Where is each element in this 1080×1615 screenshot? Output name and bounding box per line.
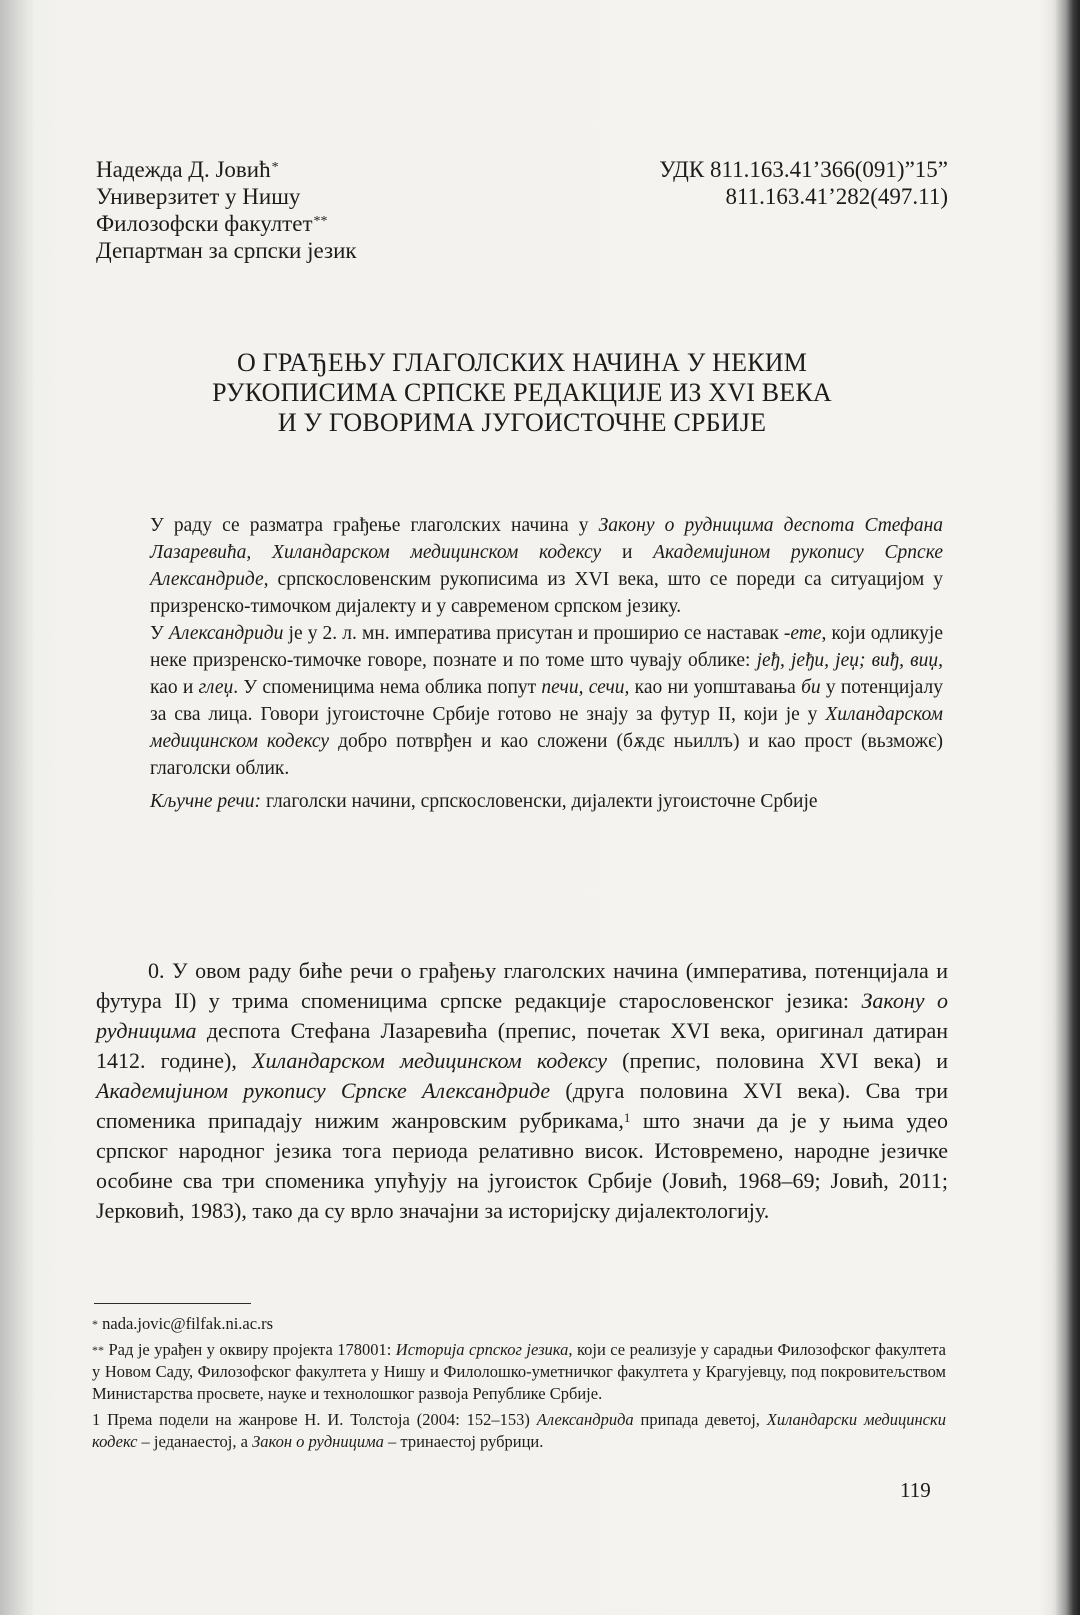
- faculty-footnote-mark: **: [313, 214, 328, 229]
- body-text: [96, 956, 948, 1226]
- faculty-line: [96, 210, 357, 237]
- abstract-paragraph-1: У раду се разматра грађење глаголских начина у Закону о рудницима деспота Стефана Лазаревића, Хиландарском медицинском кодексу и Академијином рукопису Српске Александриде, српскословенским рукописима из XVI века, што се пореди са ситуацијом у призренско-тимочком дијалекту и у савременом српском језику.: [150, 515, 943, 617]
- title-line-2: РУКОПИСИМА СРПСКЕ РЕДАКЦИЈЕ ИЗ XVI ВЕКА: [212, 378, 832, 407]
- footnotes: [92, 1313, 946, 1457]
- udk-line-2: 811.163.41’282(497.11): [725, 184, 948, 209]
- faculty: Филозофски факултет: [96, 211, 313, 236]
- old-slavonic-form-2: вьзможє: [867, 731, 937, 752]
- page-edge-shadow: [1054, 0, 1080, 1615]
- university: Универзитет у Нишу: [96, 184, 301, 209]
- department: Департман за српски језик: [96, 238, 357, 263]
- keywords: [150, 788, 943, 815]
- author-footnote-mark: *: [271, 160, 279, 175]
- author-name-line: [96, 156, 357, 183]
- footnote-1: 1 Према подели на жанрове Н. И. Толстоја (2004: 152–153) Александрида припада деветој, Хиландарски медицински кодекс – једанаестој, а Закон о рудницима – тринаестој рубрици.: [92, 1410, 946, 1451]
- footnote-project: ** Рад је урађен у оквиру пројекта 178001: Историја српског језика, који се реализује у сарадњи Филозофског факултета у Новом Саду, Филозофског факултета у Нишу и Филолошко-уметничког факултета у Крагујевцу, под покровитељством Министарства просвете, науке и технолошког развоја Републике Србије.: [92, 1340, 946, 1403]
- keywords-text: глаголски начини, српскословенски, дијалекти југоисточне Србије: [261, 791, 818, 812]
- body-paragraph: 0. У овом раду биће речи о грађењу глаголских начина (императива, потенцијала и футура II) у трима споменицима српске редакције старословенског језика: Закону о рудницима деспота Стефана Лазаревића (препис, почетак XVI века, оригинал датиран 1412. године), Хиландарском медицинском кодексу (препис, половина XVI века) и Академијином рукопису Српске Александриде (друга половина XVI века). Сва три споменика припадају нижим жанровским рубрикама,$^1$ што значи да је у њима удео српског народног језика тога периода релативно висок. Истовремено, народне језичке особине сва три споменика упућују на југоисток Србије (Јовић, 1968–69; Јовић, 2011; Јерковић, 1983), тако да су врло значајни за историјску дијалектологију.: [96, 958, 949, 1223]
- book-spine-shadow: [0, 0, 30, 1615]
- title-line-3: И У ГОВОРИМА ЈУГОИСТОЧНЕ СРБИЈЕ: [277, 408, 767, 437]
- abstract: [150, 512, 943, 815]
- article-title: [96, 348, 948, 438]
- udk-line-1: УДК 811.163.41’366(091)”15”: [659, 157, 948, 182]
- page-number: 119: [900, 1478, 931, 1502]
- keywords-label: Кључне речи:: [150, 791, 262, 812]
- title-line-1: О ГРАЂЕЊУ ГЛАГОЛСКИХ НАЧИНА У НЕКИМ: [236, 348, 808, 377]
- author-email: nada.jovic@filfak.ni.ac.rs: [98, 1314, 274, 1333]
- footnote-separator: [94, 1303, 251, 1304]
- footnote-email: * nada.jovic@filfak.ni.ac.rs: [92, 1314, 274, 1333]
- footnote-reference-1: 1: [623, 1110, 631, 1125]
- udk-classification: [659, 156, 948, 210]
- author-name: Надежда Д. Јовић: [96, 157, 271, 182]
- article-header: [96, 156, 948, 276]
- author-affiliation: [96, 156, 357, 264]
- abstract-paragraph-2: У Александриди је у 2. л. мн. императива присутан и проширио се наставак -ете, који одликује неке призренско-тимочке говоре, познате и по томе што чувају облике: јеђ, јеђи, јеџ; виђ, виџ, као и глеџ. У споменицима нема облика попут печи, сечи, као ни уопштавања би у потенцијалу за сва лица. Говори југоисточне Србије готово не знају за футур II, који је у Хиландарском медицинском кодексу добро потврђен и као сложени (бѫдє ньиллъ) и као прост (вьзможє) глаголски облик.: [150, 623, 944, 779]
- old-slavonic-form-1: бѫдє ньиллъ: [622, 731, 733, 752]
